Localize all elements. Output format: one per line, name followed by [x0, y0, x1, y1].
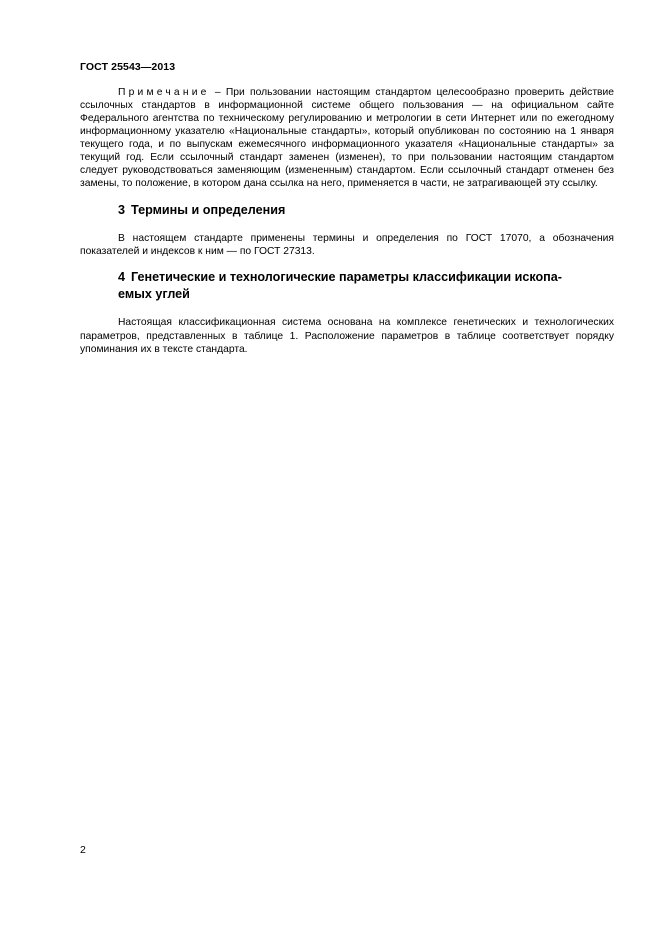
section-4-heading: [80, 269, 614, 303]
section-3-heading: [80, 202, 614, 219]
page-number: 2: [80, 844, 86, 856]
standard-header: ГОСТ 25543—2013: [80, 61, 176, 73]
page-content: [80, 86, 614, 356]
section-4-title-line1: Генетические и технологические параметры классификации ископа-: [131, 270, 562, 285]
section-4-paragraph: Настоящая классификационная система основана на комплексе генетических и технологических параметров, представленных в таблице 1. Расположение параметров в таблице соответствует порядку упоминания их в тексте стандарта.: [80, 317, 614, 355]
note-label: Примечание: [118, 87, 210, 98]
section-3-number: 3: [118, 203, 126, 218]
note-text: – При пользовании настоящим стандартом целесообразно проверить действие ссылочных стандартов в информационной системе общего пользования — на официальном сайте Федерального агентства по техническому регулированию и метрологии в сети Интернет или по ежегодному информационному указателю «Национальные стандарты», который опубликован по состоянию на 1 января текущего года, и по выпускам ежемесячного информационного указателя «Национальные стандарты» за текущий год. Если ссылочный стандарт заменен (изменен), то при пользовании настоящим стандартом следует руководствоваться заменяющим (измененным) стандартом. Если ссылочный стандарт отменен без замены, то положение, в котором дана ссылка на него, применяется в части, не затрагивающей эту ссылку.: [80, 87, 614, 190]
section-3-title: Термины и определения: [131, 203, 286, 218]
section-4-number: 4: [118, 270, 126, 285]
section-3-paragraph: В настоящем стандарте применены термины и определения по ГОСТ 17070, а обозначения показателей и индексов к ним — по ГОСТ 27313.: [80, 233, 614, 258]
note-paragraph: [80, 86, 614, 190]
section-4-title-line2: емых углей: [118, 287, 190, 302]
